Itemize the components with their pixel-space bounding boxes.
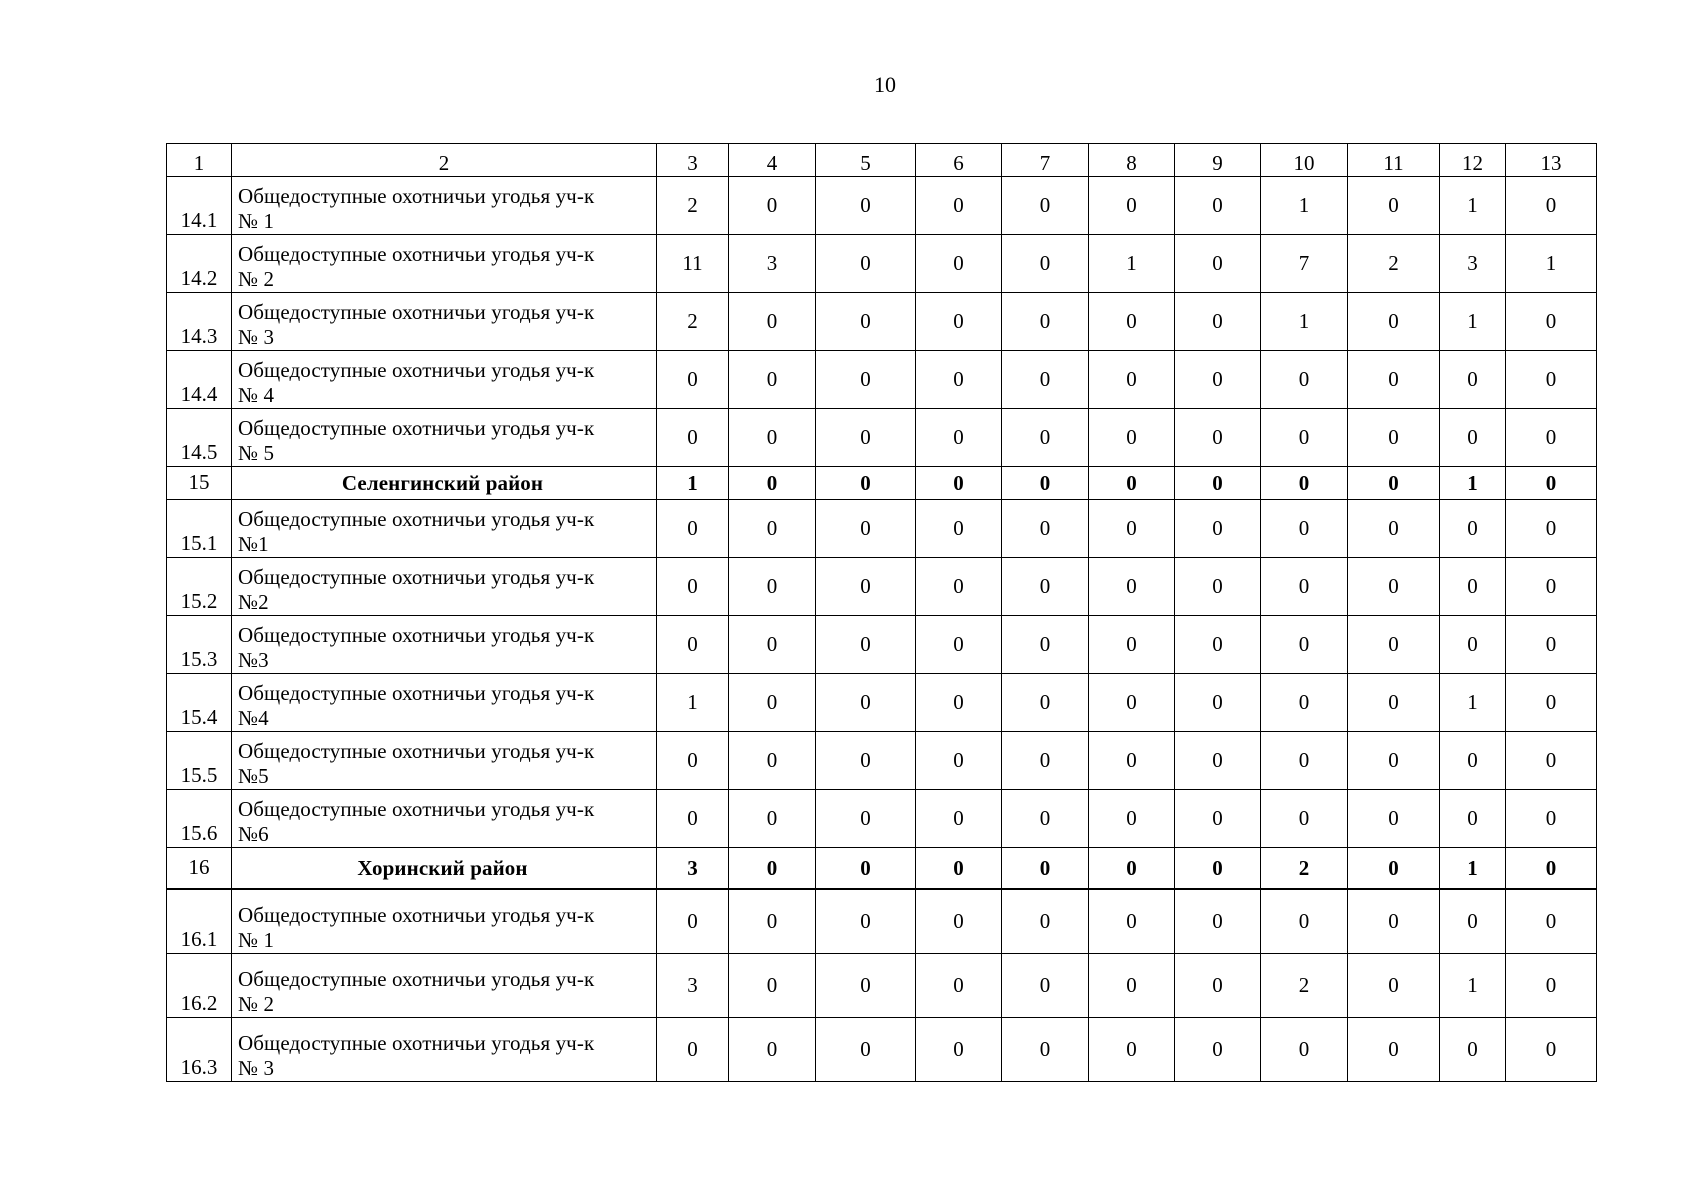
value-cell: 1 [1506, 235, 1597, 293]
value-cell: 0 [916, 954, 1002, 1018]
area-number: №1 [238, 532, 269, 556]
value-cell: 0 [1348, 732, 1440, 790]
value-cell: 0 [1261, 790, 1348, 848]
value-cell: 0 [1440, 558, 1506, 616]
area-name-line: Общедоступные охотничьи угодья уч-к [238, 565, 595, 589]
value-cell: 0 [1089, 500, 1175, 558]
value-cell: 1 [1440, 467, 1506, 500]
value-cell: 0 [1261, 616, 1348, 674]
value-cell: 0 [1089, 177, 1175, 235]
area-name-line: Общедоступные охотничьи угодья уч-к [238, 967, 595, 991]
value-cell: 0 [1089, 409, 1175, 467]
value-cell: 0 [1002, 293, 1089, 351]
table-row [167, 177, 1597, 235]
value-cell: 0 [1348, 616, 1440, 674]
value-cell: 0 [1175, 409, 1261, 467]
row-number: 14.2 [167, 235, 232, 293]
value-cell: 0 [729, 732, 816, 790]
value-cell: 0 [1506, 848, 1597, 890]
value-cell: 1 [1440, 674, 1506, 732]
row-number: 14.5 [167, 409, 232, 467]
value-cell: 0 [816, 732, 916, 790]
value-cell: 0 [1002, 1018, 1089, 1082]
value-cell: 3 [657, 848, 729, 890]
row-number: 15.3 [167, 616, 232, 674]
value-cell: 0 [916, 409, 1002, 467]
area-name [232, 616, 657, 674]
area-name [232, 674, 657, 732]
table-row [167, 889, 1597, 954]
value-cell: 3 [1440, 235, 1506, 293]
value-cell: 0 [1348, 889, 1440, 954]
value-cell: 0 [1506, 889, 1597, 954]
value-cell: 0 [657, 351, 729, 409]
value-cell: 0 [1089, 674, 1175, 732]
value-cell: 0 [1002, 500, 1089, 558]
value-cell: 1 [1261, 177, 1348, 235]
value-cell: 0 [1261, 351, 1348, 409]
row-number: 15.6 [167, 790, 232, 848]
value-cell: 0 [1175, 467, 1261, 500]
table-row [167, 1018, 1597, 1082]
value-cell: 0 [1002, 732, 1089, 790]
value-cell: 0 [729, 558, 816, 616]
value-cell: 0 [1089, 558, 1175, 616]
value-cell: 0 [657, 500, 729, 558]
area-number: № 3 [238, 325, 275, 349]
value-cell: 0 [916, 235, 1002, 293]
value-cell: 0 [916, 293, 1002, 351]
table-row [167, 235, 1597, 293]
value-cell: 0 [816, 409, 916, 467]
value-cell: 0 [1506, 409, 1597, 467]
value-cell: 1 [657, 467, 729, 500]
area-name [232, 500, 657, 558]
value-cell: 0 [1089, 889, 1175, 954]
header-cell: 5 [816, 144, 916, 177]
area-name-line: Общедоступные охотничьи угодья уч-к [238, 797, 595, 821]
value-cell: 1 [1089, 235, 1175, 293]
value-cell: 0 [1175, 500, 1261, 558]
value-cell: 0 [1348, 674, 1440, 732]
value-cell: 0 [1089, 954, 1175, 1018]
area-name-line: Общедоступные охотничьи угодья уч-к [238, 358, 595, 382]
value-cell: 0 [1440, 1018, 1506, 1082]
district-name: Селенгинский район [232, 467, 657, 500]
area-name [232, 1018, 657, 1082]
value-cell: 2 [1261, 848, 1348, 890]
value-cell: 0 [1175, 848, 1261, 890]
area-name [232, 558, 657, 616]
area-number: № 4 [238, 383, 275, 407]
table-row [167, 500, 1597, 558]
value-cell: 0 [1506, 467, 1597, 500]
value-cell: 0 [1506, 500, 1597, 558]
row-number: 14.3 [167, 293, 232, 351]
value-cell: 0 [1175, 732, 1261, 790]
value-cell: 0 [1089, 351, 1175, 409]
value-cell: 0 [729, 293, 816, 351]
value-cell: 0 [1175, 889, 1261, 954]
value-cell: 0 [657, 889, 729, 954]
value-cell: 0 [1440, 616, 1506, 674]
table-row [167, 954, 1597, 1018]
value-cell: 0 [816, 177, 916, 235]
value-cell: 0 [729, 177, 816, 235]
header-cell: 10 [1261, 144, 1348, 177]
value-cell: 0 [816, 293, 916, 351]
value-cell: 0 [1175, 790, 1261, 848]
district-row [167, 848, 1597, 890]
value-cell: 0 [657, 732, 729, 790]
value-cell: 0 [916, 790, 1002, 848]
value-cell: 0 [1440, 732, 1506, 790]
value-cell: 0 [1348, 790, 1440, 848]
value-cell: 0 [1261, 558, 1348, 616]
value-cell: 0 [1002, 177, 1089, 235]
row-number: 14.4 [167, 351, 232, 409]
area-number: №3 [238, 648, 269, 672]
header-row [167, 144, 1597, 177]
value-cell: 0 [1175, 558, 1261, 616]
value-cell: 0 [1175, 674, 1261, 732]
value-cell: 0 [1175, 177, 1261, 235]
value-cell: 0 [1002, 790, 1089, 848]
value-cell: 0 [1348, 293, 1440, 351]
header-cell: 13 [1506, 144, 1597, 177]
area-name-line: Общедоступные охотничьи угодья уч-к [238, 623, 595, 647]
value-cell: 0 [1261, 1018, 1348, 1082]
table-row [167, 732, 1597, 790]
value-cell: 0 [1002, 558, 1089, 616]
area-number: №2 [238, 590, 269, 614]
header-cell: 7 [1002, 144, 1089, 177]
value-cell: 0 [1261, 732, 1348, 790]
value-cell: 0 [1002, 674, 1089, 732]
value-cell: 1 [1440, 848, 1506, 890]
value-cell: 0 [916, 732, 1002, 790]
value-cell: 0 [1089, 616, 1175, 674]
value-cell: 0 [1506, 954, 1597, 1018]
value-cell: 0 [816, 351, 916, 409]
value-cell: 11 [657, 235, 729, 293]
row-number: 16 [167, 848, 232, 890]
value-cell: 0 [816, 616, 916, 674]
value-cell: 0 [1506, 790, 1597, 848]
area-name [232, 732, 657, 790]
value-cell: 0 [816, 1018, 916, 1082]
area-name-line: Общедоступные охотничьи угодья уч-к [238, 242, 595, 266]
value-cell: 0 [729, 616, 816, 674]
value-cell: 0 [729, 790, 816, 848]
header-cell: 3 [657, 144, 729, 177]
value-cell: 0 [1348, 558, 1440, 616]
value-cell: 0 [916, 351, 1002, 409]
row-number: 14.1 [167, 177, 232, 235]
row-number: 15 [167, 467, 232, 500]
value-cell: 0 [1440, 790, 1506, 848]
value-cell: 0 [816, 848, 916, 890]
header-cell: 8 [1089, 144, 1175, 177]
value-cell: 0 [916, 500, 1002, 558]
area-name-line: Общедоступные охотничьи угодья уч-к [238, 184, 595, 208]
value-cell: 0 [1440, 351, 1506, 409]
value-cell: 0 [1348, 409, 1440, 467]
value-cell: 0 [1175, 1018, 1261, 1082]
value-cell: 0 [916, 1018, 1002, 1082]
value-cell: 0 [1348, 500, 1440, 558]
value-cell: 0 [729, 1018, 816, 1082]
area-number: №6 [238, 822, 269, 846]
area-number: № 2 [238, 992, 275, 1016]
value-cell: 0 [1506, 732, 1597, 790]
value-cell: 0 [1002, 467, 1089, 500]
value-cell: 0 [729, 674, 816, 732]
area-number: № 3 [238, 1056, 275, 1080]
value-cell: 0 [1089, 790, 1175, 848]
value-cell: 0 [1348, 467, 1440, 500]
value-cell: 0 [816, 500, 916, 558]
value-cell: 0 [1175, 293, 1261, 351]
value-cell: 0 [1002, 954, 1089, 1018]
value-cell: 1 [1440, 954, 1506, 1018]
value-cell: 7 [1261, 235, 1348, 293]
value-cell: 0 [657, 1018, 729, 1082]
table-row [167, 674, 1597, 732]
value-cell: 0 [1506, 1018, 1597, 1082]
value-cell: 0 [1506, 674, 1597, 732]
district-row [167, 467, 1597, 500]
value-cell: 2 [657, 177, 729, 235]
header-cell: 11 [1348, 144, 1440, 177]
header-cell: 9 [1175, 144, 1261, 177]
value-cell: 0 [1002, 409, 1089, 467]
value-cell: 0 [816, 467, 916, 500]
value-cell: 0 [916, 467, 1002, 500]
value-cell: 0 [1175, 351, 1261, 409]
value-cell: 0 [1440, 889, 1506, 954]
area-number: № 1 [238, 928, 275, 952]
value-cell: 0 [1002, 848, 1089, 890]
value-cell: 0 [1002, 889, 1089, 954]
area-number: №4 [238, 706, 269, 730]
header-cell: 1 [167, 144, 232, 177]
value-cell: 0 [816, 954, 916, 1018]
value-cell: 0 [1506, 351, 1597, 409]
value-cell: 0 [916, 848, 1002, 890]
value-cell: 0 [1261, 674, 1348, 732]
value-cell: 0 [729, 409, 816, 467]
value-cell: 0 [1348, 351, 1440, 409]
table-row [167, 558, 1597, 616]
value-cell: 0 [1348, 954, 1440, 1018]
value-cell: 0 [1440, 409, 1506, 467]
value-cell: 0 [816, 674, 916, 732]
value-cell: 0 [816, 235, 916, 293]
value-cell: 0 [1002, 235, 1089, 293]
value-cell: 0 [1261, 409, 1348, 467]
area-name-line: Общедоступные охотничьи угодья уч-к [238, 739, 595, 763]
area-name [232, 235, 657, 293]
value-cell: 0 [1506, 177, 1597, 235]
area-name-line: Общедоступные охотничьи угодья уч-к [238, 903, 595, 927]
area-name-line: Общедоступные охотничьи угодья уч-к [238, 416, 595, 440]
value-cell: 0 [916, 889, 1002, 954]
value-cell: 0 [916, 616, 1002, 674]
table-row [167, 616, 1597, 674]
area-name [232, 409, 657, 467]
value-cell: 0 [1348, 1018, 1440, 1082]
row-number: 15.5 [167, 732, 232, 790]
value-cell: 0 [1002, 351, 1089, 409]
value-cell: 0 [1348, 848, 1440, 890]
header-cell: 6 [916, 144, 1002, 177]
value-cell: 0 [729, 889, 816, 954]
table-row [167, 409, 1597, 467]
table-row [167, 351, 1597, 409]
value-cell: 0 [729, 954, 816, 1018]
value-cell: 0 [729, 351, 816, 409]
row-number: 16.3 [167, 1018, 232, 1082]
value-cell: 2 [1261, 954, 1348, 1018]
value-cell: 0 [657, 616, 729, 674]
value-cell: 0 [1089, 467, 1175, 500]
area-name [232, 351, 657, 409]
value-cell: 0 [916, 177, 1002, 235]
value-cell: 0 [1175, 616, 1261, 674]
value-cell: 0 [1506, 558, 1597, 616]
area-number: №5 [238, 764, 269, 788]
value-cell: 0 [1506, 616, 1597, 674]
value-cell: 0 [729, 467, 816, 500]
value-cell: 0 [1440, 500, 1506, 558]
row-number: 16.2 [167, 954, 232, 1018]
value-cell: 1 [1261, 293, 1348, 351]
area-name-line: Общедоступные охотничьи угодья уч-к [238, 1031, 595, 1055]
value-cell: 0 [1261, 889, 1348, 954]
row-number: 15.2 [167, 558, 232, 616]
value-cell: 0 [1506, 293, 1597, 351]
value-cell: 0 [1261, 500, 1348, 558]
area-number: № 2 [238, 267, 275, 291]
value-cell: 0 [657, 558, 729, 616]
area-name [232, 954, 657, 1018]
row-number: 15.1 [167, 500, 232, 558]
area-number: № 5 [238, 441, 275, 465]
value-cell: 0 [816, 558, 916, 616]
data-table [166, 143, 1597, 1082]
value-cell: 0 [816, 889, 916, 954]
area-name-line: Общедоступные охотничьи угодья уч-к [238, 300, 595, 324]
header-cell: 4 [729, 144, 816, 177]
area-number: № 1 [238, 209, 275, 233]
area-name [232, 790, 657, 848]
area-name [232, 177, 657, 235]
value-cell: 0 [657, 409, 729, 467]
value-cell: 1 [1440, 293, 1506, 351]
value-cell: 0 [1175, 954, 1261, 1018]
table-row [167, 293, 1597, 351]
header-cell: 12 [1440, 144, 1506, 177]
value-cell: 0 [916, 674, 1002, 732]
value-cell: 1 [1440, 177, 1506, 235]
table-row [167, 790, 1597, 848]
value-cell: 0 [1002, 616, 1089, 674]
area-name [232, 889, 657, 954]
value-cell: 0 [729, 848, 816, 890]
area-name-line: Общедоступные охотничьи угодья уч-к [238, 681, 595, 705]
value-cell: 0 [916, 558, 1002, 616]
table-body [167, 144, 1597, 1082]
value-cell: 0 [1261, 467, 1348, 500]
value-cell: 2 [657, 293, 729, 351]
value-cell: 2 [1348, 235, 1440, 293]
value-cell: 0 [1175, 235, 1261, 293]
value-cell: 3 [729, 235, 816, 293]
value-cell: 3 [657, 954, 729, 1018]
row-number: 16.1 [167, 889, 232, 954]
area-name-line: Общедоступные охотничьи угодья уч-к [238, 507, 595, 531]
row-number: 15.4 [167, 674, 232, 732]
page-number: 10 [874, 72, 896, 97]
value-cell: 0 [729, 500, 816, 558]
value-cell: 0 [816, 790, 916, 848]
value-cell: 0 [1089, 293, 1175, 351]
value-cell: 0 [657, 790, 729, 848]
value-cell: 0 [1089, 848, 1175, 890]
district-name: Хоринский район [232, 848, 657, 890]
value-cell: 0 [1089, 732, 1175, 790]
value-cell: 1 [657, 674, 729, 732]
value-cell: 0 [1348, 177, 1440, 235]
area-name [232, 293, 657, 351]
value-cell: 0 [1089, 1018, 1175, 1082]
header-cell: 2 [232, 144, 657, 177]
